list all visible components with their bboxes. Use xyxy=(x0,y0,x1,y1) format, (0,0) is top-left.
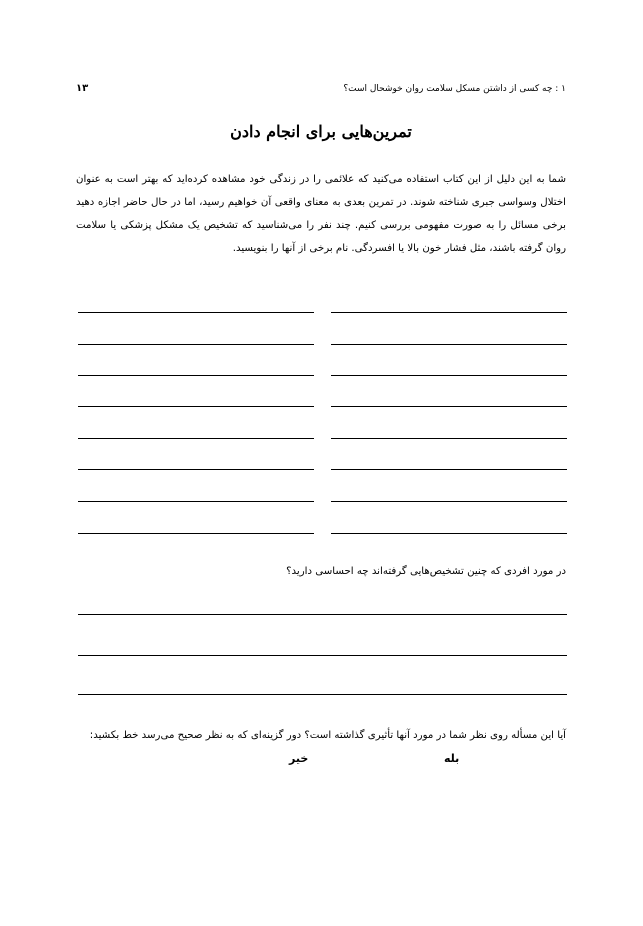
question-influence: آیا این مسأله روی نظر شما در مورد آنها تأثیری گذاشته است؟ دور گزینه‌ای که به نظر صحیح می‌رسد خط بکشید: xyxy=(89,730,566,741)
answer-line-right[interactable] xyxy=(331,406,567,407)
running-header xyxy=(76,84,566,100)
section-title: تمرین‌هایی برای انجام دادن xyxy=(230,122,412,141)
answer-line-right[interactable] xyxy=(331,375,567,376)
answer-line-left[interactable] xyxy=(78,438,314,439)
answer-line-right[interactable] xyxy=(331,533,567,534)
answer-line-left[interactable] xyxy=(78,469,314,470)
page-number: ۱۳ xyxy=(76,83,89,94)
answer-line-left[interactable] xyxy=(78,375,314,376)
answer-line-right[interactable] xyxy=(331,344,567,345)
answer-line-left[interactable] xyxy=(78,533,314,534)
answer-line-right[interactable] xyxy=(331,469,567,470)
intro-paragraph: شما به این دلیل از این کتاب استفاده می‌کنید که علائمی را در زندگی خود مشاهده کرده‌اید که بهتر است به عنوان اختلال وسواسی جبری شناخته شوند. در تمرین بعدی به معنای واقعی آن خواهیم رسید، اما در حال حاضر اجازه دهید برخی مسائل را به صورت مفهومی بررسی کنیم. چند نفر را می‌شناسید که تشخیص یک مشکل پزشکی یا سلامت روان گرفته باشند، مثل فشار خون بالا یا افسردگی. نام برخی از آنها را بنویسید. xyxy=(76,174,566,254)
answer-line[interactable] xyxy=(78,694,567,695)
option-no[interactable]: خیر xyxy=(289,752,309,765)
answer-line-left[interactable] xyxy=(78,406,314,407)
answer-line-left[interactable] xyxy=(78,344,314,345)
answer-line-right[interactable] xyxy=(331,501,567,502)
answer-line-right[interactable] xyxy=(331,312,567,313)
option-yes[interactable]: بله xyxy=(444,752,460,765)
answer-line-right[interactable] xyxy=(331,438,567,439)
running-header-title: ۱ : چه کسی از داشتن مسکل سلامت روان خوشحال است؟ xyxy=(343,84,566,94)
answer-line-left[interactable] xyxy=(78,501,314,502)
answer-line-left[interactable] xyxy=(78,312,314,313)
answer-line[interactable] xyxy=(78,614,567,615)
question-feelings: در مورد افردی که چنین تشخیص‌هایی گرفته‌اند چه احساسی دارید؟ xyxy=(286,566,566,577)
answer-line[interactable] xyxy=(78,655,567,656)
